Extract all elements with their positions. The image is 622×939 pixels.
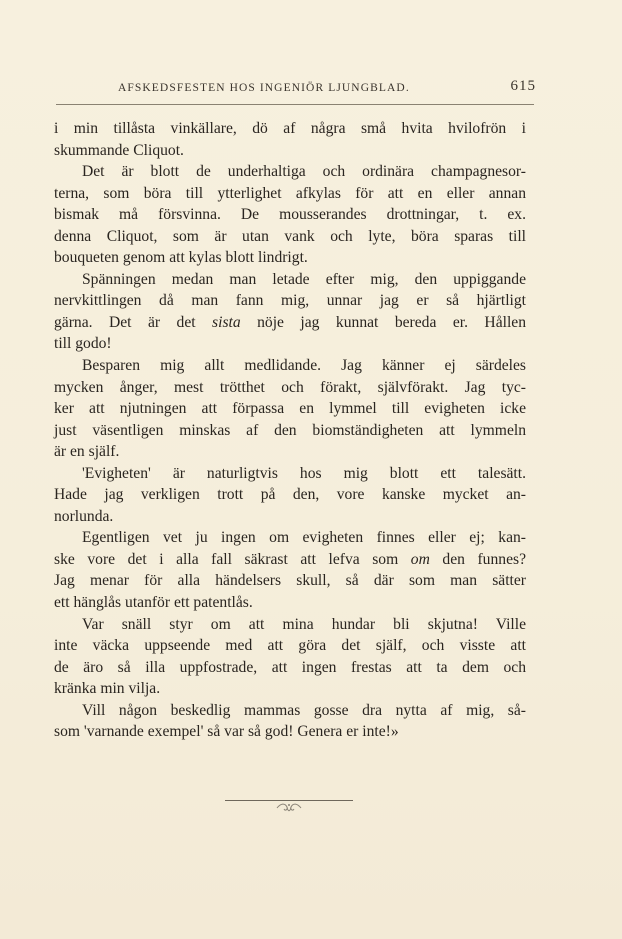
running-title: AFSKEDSFESTEN HOS INGENIÖR LJUNGBLAD. [118, 82, 410, 94]
body-text [54, 118, 526, 743]
text-line: just väsentligen minskas af den biomständigheten att lymmeln [54, 421, 526, 439]
text-line: terna, som böra till ytterlighet afkylas för att en eller annan [54, 184, 526, 202]
text-line: till godo! [54, 335, 112, 353]
paragraph [54, 614, 526, 700]
text-line: de äro så illa uppfostrade, att ingen frestas att ta dem och [54, 658, 526, 676]
text-line: Det är blott de underhaltiga och ordinära champagnesor- [82, 163, 526, 181]
paragraph [54, 527, 526, 613]
text-fragment: gärna. Det är det [54, 313, 213, 331]
text-line: ker att njutningen att förpassa en lymmel till evigheten icke [54, 400, 526, 418]
text-line: nervkittlingen då man fann mig, unnar jag er så hjärtligt [54, 292, 526, 310]
header-rule [56, 104, 534, 105]
paragraph [54, 700, 526, 743]
text-line: inte väcka uppseende med att göra det själf, och visste att [54, 637, 526, 655]
text-line: Egentligen vet ju ingen om evigheten finnes eller ej; kan- [82, 529, 526, 547]
text-line: kränka min vilja. [54, 680, 161, 698]
text-line: denna Cliquot, som är utan vank och lyte, böra sparas till [54, 227, 526, 245]
end-rule [225, 800, 353, 801]
text-line: bismak må försvinna. De mousserandes drottningar, t. ex. [54, 206, 526, 224]
paragraph [54, 269, 526, 355]
text-line: Var snäll styr om att mina hundar bli skjutna! Ville [82, 615, 526, 633]
text-fragment: ske vore det i alla fall säkrast att lefva som [54, 550, 411, 568]
text-line: i min tillåsta vinkällare, dö af några små hvita hvilofrön i [54, 120, 526, 137]
text-line: är en själf. [54, 443, 120, 461]
text-line [54, 549, 526, 571]
text-line: Vill någon beskedlig mammas gosse dra nytta af mig, så- [82, 701, 526, 719]
text-line: Besparen mig allt medlidande. Jag känner ej särdeles [82, 357, 526, 375]
page-number: 615 [510, 78, 536, 94]
text-line [54, 312, 526, 334]
text-line: Jag menar för alla händelsers skull, så där som man sätter [54, 572, 526, 590]
paragraph [54, 463, 526, 528]
running-head [118, 80, 536, 100]
paragraph [54, 118, 526, 161]
text-line: norlunda. [54, 507, 114, 525]
text-line: bouqueten genom att kylas blott lindrigt. [54, 249, 308, 267]
text-line: skummande Cliquot. [54, 141, 184, 159]
paragraph [54, 161, 526, 269]
text-line: 'Evigheten' är naturligtvis hos mig blott ett talesätt. [82, 464, 526, 482]
text-fragment: nöje jag kunnat bereda er. Hållen [240, 313, 527, 331]
emphasized-word: sista [212, 313, 241, 331]
text-line: Hade jag verkligen trott på den, vore kanske mycket an- [54, 486, 526, 504]
emphasized-word: om [410, 550, 430, 568]
text-fragment: den funnes? [429, 550, 526, 568]
text-line: ett hänglås utanför ett patentlås. [54, 594, 253, 612]
fleuron-ornament-icon [275, 802, 303, 814]
paragraph [54, 355, 526, 463]
text-line: som 'varnande exempel' så var så god! Genera er inte!» [54, 723, 399, 741]
text-line: mycken ånger, mest trötthet och förakt, självförakt. Jag tyc- [54, 378, 526, 396]
text-line: Spänningen medan man letade efter mig, den uppiggande [82, 270, 526, 288]
